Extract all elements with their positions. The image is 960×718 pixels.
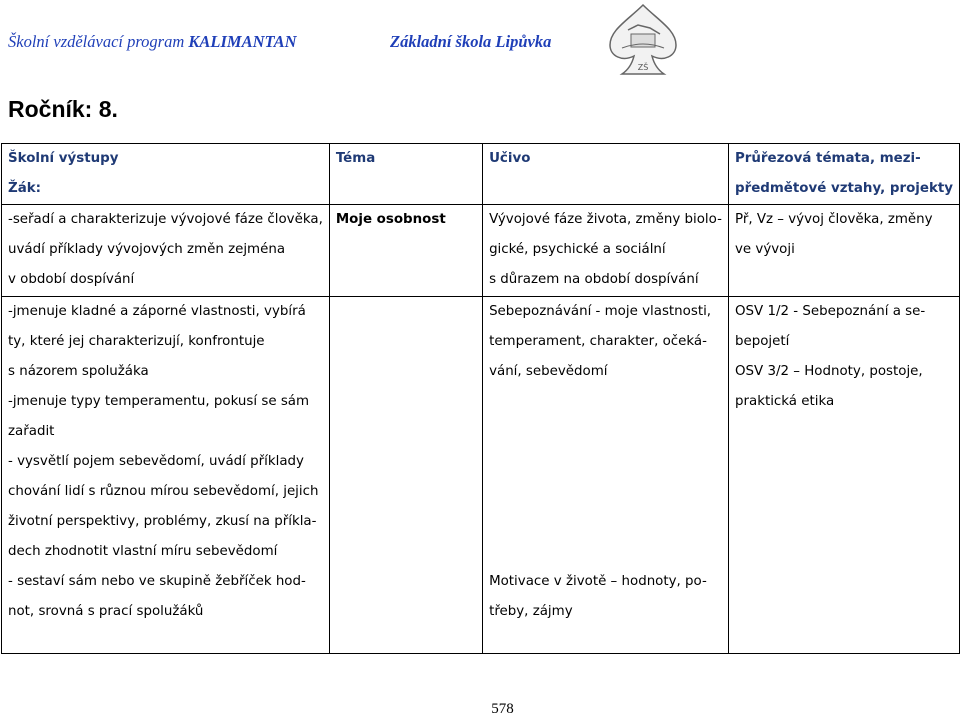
cell-line: v období dospívání (8, 272, 135, 287)
cell-line: dech zhodnotit vlastní míru sebevědomí (8, 544, 278, 559)
crosscutting-cell (728, 205, 959, 297)
cell-line: -jmenuje typy temperamentu, pokusí se sám (8, 394, 310, 409)
header-crosscutting (728, 144, 959, 205)
header-content (483, 144, 729, 205)
cell-line: s důrazem na období dospívání (489, 272, 699, 287)
curriculum-table (1, 143, 960, 654)
cell-line: Vývojové fáze života, změny biolo- (489, 212, 722, 227)
program-prefix: Školní vzdělávací program (8, 32, 189, 51)
header-crosscutting-line: předmětové vztahy, projekty (735, 181, 953, 196)
cell-line: Př, Vz – vývoj člověka, změny (734, 212, 933, 227)
cell-line (489, 447, 722, 477)
header-crosscutting-line: Průřezová témata, mezi- (734, 151, 921, 166)
outcomes-cell (2, 297, 330, 654)
table-header-row (2, 144, 960, 205)
header-outcomes-line: Školní výstupy (8, 151, 119, 166)
logo-caption: ZŠ (637, 63, 649, 72)
cell-line: Motivace v životě – hodnoty, po- (489, 574, 707, 589)
cell-line: Sebepoznávání - moje vlastnosti, (489, 304, 712, 319)
school-name: Základní škola Lipůvka (390, 32, 552, 51)
header-outcomes (2, 144, 330, 205)
cell-line: ve vývoji (734, 242, 795, 257)
header-theme (329, 144, 482, 205)
cell-line: - sestaví sám nebo ve skupině žebříček hod- (8, 574, 306, 589)
page-number: 578 (491, 701, 514, 717)
cell-line: bepojetí (734, 334, 790, 349)
cell-line: s názorem spolužáka (8, 364, 149, 379)
table-row (2, 205, 960, 297)
cell-line: praktická etika (734, 394, 835, 409)
crosscutting-cell (728, 297, 959, 654)
header-outcomes-line: Žák: (8, 181, 42, 196)
cell-line: ty, které jej charakterizují, konfrontuje (8, 334, 265, 349)
cell-line: -jmenuje kladné a záporné vlastnosti, vybírá (8, 304, 306, 319)
cell-line: temperament, charakter, očeká- (489, 334, 707, 349)
program-name: KALIMANTAN (188, 32, 297, 51)
cell-line: zařadit (8, 424, 55, 439)
theme-text: Moje osobnost (335, 212, 446, 227)
cell-line: životní perspektivy, problémy, zkusí na příkla- (8, 514, 317, 529)
cell-line: vání, sebevědomí (489, 364, 608, 379)
theme-cell (329, 205, 482, 297)
cell-line: uvádí příklady vývojových změn zejména (8, 242, 286, 257)
cell-line (489, 507, 722, 537)
header-theme-text: Téma (335, 151, 376, 166)
theme-cell (329, 297, 482, 654)
cell-line: not, srovná s prací spolužáků (8, 604, 204, 619)
cell-line: OSV 1/2 - Sebepoznání a se- (734, 304, 926, 319)
outcomes-cell (2, 205, 330, 297)
cell-line: gické, psychické a sociální (489, 242, 666, 257)
header-content-text: Učivo (489, 151, 531, 166)
grade-title: Ročník: 8. (8, 96, 118, 122)
cell-line: OSV 3/2 – Hodnoty, postoje, (734, 364, 923, 379)
cell-line (489, 387, 722, 417)
cell-line: třeby, zájmy (489, 604, 573, 619)
spade-school-logo-icon (598, 0, 688, 80)
cell-line: - vysvětlí pojem sebevědomí, uvádí příklady (8, 454, 304, 469)
cell-line: chování lidí s různou mírou sebevědomí, jejich (8, 484, 319, 499)
cell-line (489, 477, 722, 507)
table-row (2, 297, 960, 654)
content-cell (483, 205, 729, 297)
cell-line: -seřadí a charakterizuje vývojové fáze člověka, (8, 212, 323, 227)
content-cell (483, 297, 729, 654)
cell-line (489, 537, 722, 567)
program-header (8, 32, 297, 52)
cell-line (489, 417, 722, 447)
